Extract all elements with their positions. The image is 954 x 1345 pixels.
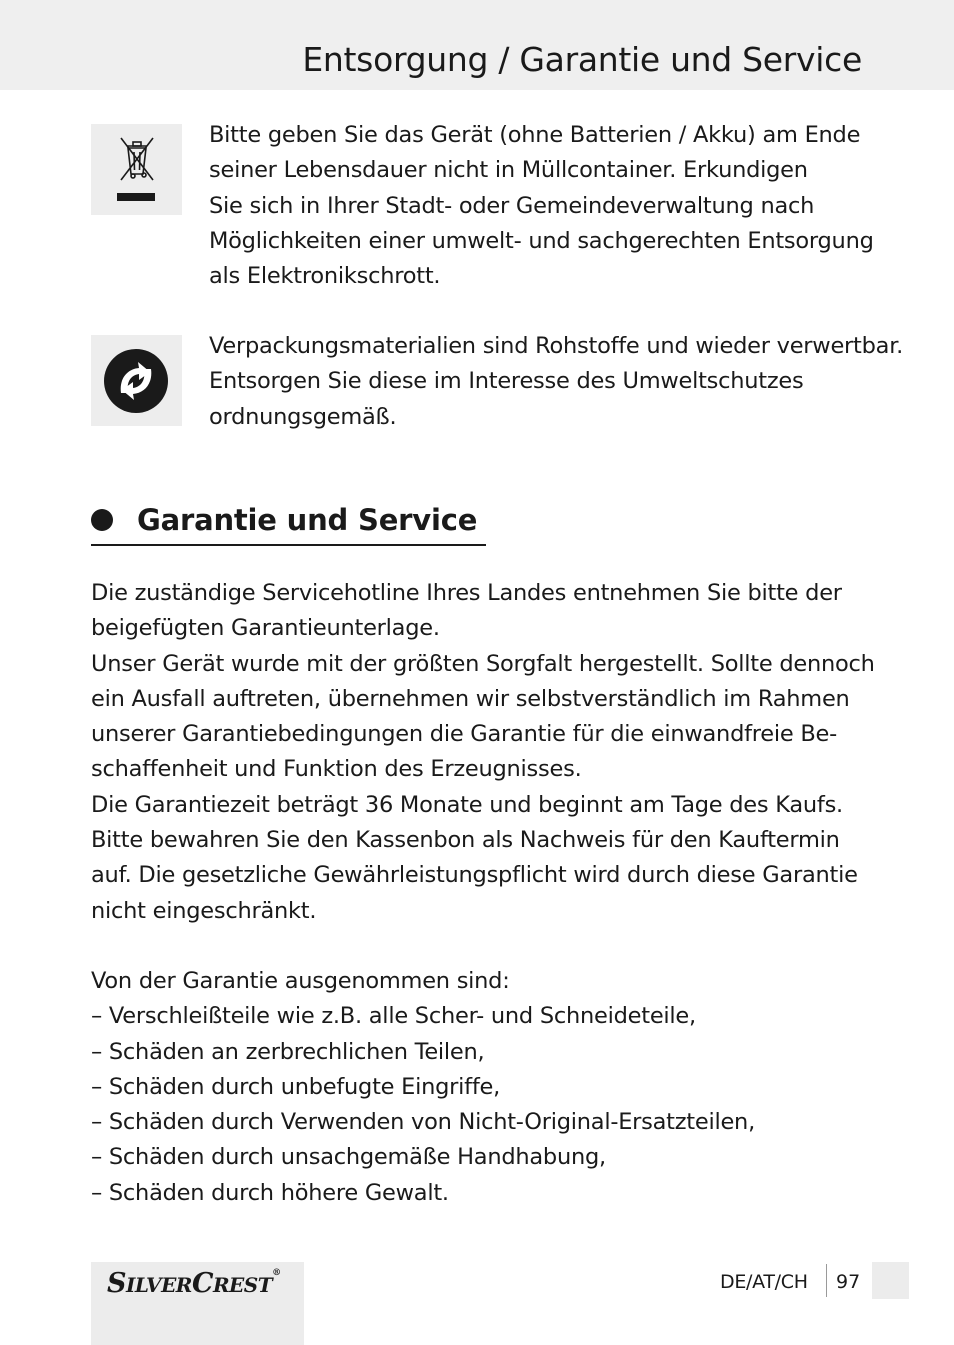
exclusions-list: [91, 964, 755, 1211]
text-line: Unser Gerät wurde mit der größten Sorgfalt hergestellt. Sollte dennoch: [91, 650, 875, 677]
text-line: auf. Die gesetzliche Gewährleistungspflicht wird durch diese Garantie: [91, 862, 858, 889]
weee-icon-box: [91, 124, 182, 215]
text-line: beigefügten Garantieunterlage.: [91, 615, 440, 642]
country-codes: DE/AT/CH: [720, 1271, 808, 1293]
text-line: Möglichkeiten einer umwelt- und sachgerechten Entsorgung: [209, 227, 874, 254]
section-heading: [91, 500, 486, 546]
text-line: Entsorgen Sie diese im Interesse des Umweltschutzes: [209, 368, 804, 395]
footer-logo-box: [91, 1262, 304, 1345]
brand-letter: S: [107, 1268, 126, 1299]
packaging-disposal-text: [209, 329, 903, 435]
text-line: Die Garantiezeit beträgt 36 Monate und beginnt am Tage des Kaufs.: [91, 791, 843, 818]
page-title: Entsorgung / Garantie und Service: [302, 40, 862, 79]
weee-disposal-text: [209, 118, 874, 294]
brand-letters: ILVER: [126, 1273, 192, 1297]
section-title: Garantie und Service: [137, 503, 478, 537]
list-item: – Schäden an zerbrechlichen Teilen,: [91, 1038, 485, 1065]
text-line: ein Ausfall auftreten, übernehmen wir selbstverständlich im Rahmen: [91, 685, 850, 712]
footer-tab-marker: [872, 1262, 909, 1299]
crossed-out-wheelie-bin-icon: [91, 124, 182, 215]
list-item: – Schäden durch unsachgemäße Handhabung,: [91, 1144, 606, 1171]
footer-divider: [826, 1264, 827, 1297]
brand-logo: [107, 1268, 281, 1299]
text-line: als Elektronikschrott.: [209, 263, 441, 290]
page-number: 97: [836, 1271, 861, 1293]
list-item: – Schäden durch unbefugte Eingriffe,: [91, 1073, 500, 1100]
text-line: ordnungsgemäß.: [209, 403, 397, 430]
green-dot-recycling-icon: [91, 335, 182, 426]
exclusions-title: Von der Garantie ausgenommen sind:: [91, 968, 510, 994]
green-dot-icon-box: [91, 335, 182, 426]
brand-letters: REST: [212, 1273, 273, 1297]
text-line: seiner Lebensdauer nicht in Müllcontainer. Erkundigen: [209, 157, 808, 184]
text-line: Die zuständige Servicehotline Ihres Landes entnehmen Sie bitte der: [91, 580, 842, 606]
list-item: – Schäden durch Verwenden von Nicht-Original-Ersatzteilen,: [91, 1109, 755, 1136]
list-item: – Verschleißteile wie z.B. alle Scher- und Schneideteile,: [91, 1003, 696, 1030]
text-line: unserer Garantiebedingungen die Garantie für die einwandfreie Be-: [91, 721, 838, 748]
text-line: nicht eingeschränkt.: [91, 897, 317, 924]
text-line: Bitte bewahren Sie den Kassenbon als Nachweis für den Kauftermin: [91, 827, 840, 854]
text-line: schaffenheit und Funktion des Erzeugnisses.: [91, 756, 582, 783]
list-item: – Schäden durch höhere Gewalt.: [91, 1179, 449, 1206]
text-line: Bitte geben Sie das Gerät (ohne Batterien / Akku) am Ende: [209, 122, 861, 148]
text-line: Sie sich in Ihrer Stadt- oder Gemeindeverwaltung nach: [209, 192, 815, 219]
brand-letter: C: [191, 1268, 213, 1299]
bullet-icon: [91, 509, 113, 531]
warranty-text: [91, 576, 875, 929]
text-line: Verpackungsmaterialien sind Rohstoffe und wieder verwertbar.: [209, 333, 904, 359]
registered-mark: ®: [272, 1268, 281, 1278]
